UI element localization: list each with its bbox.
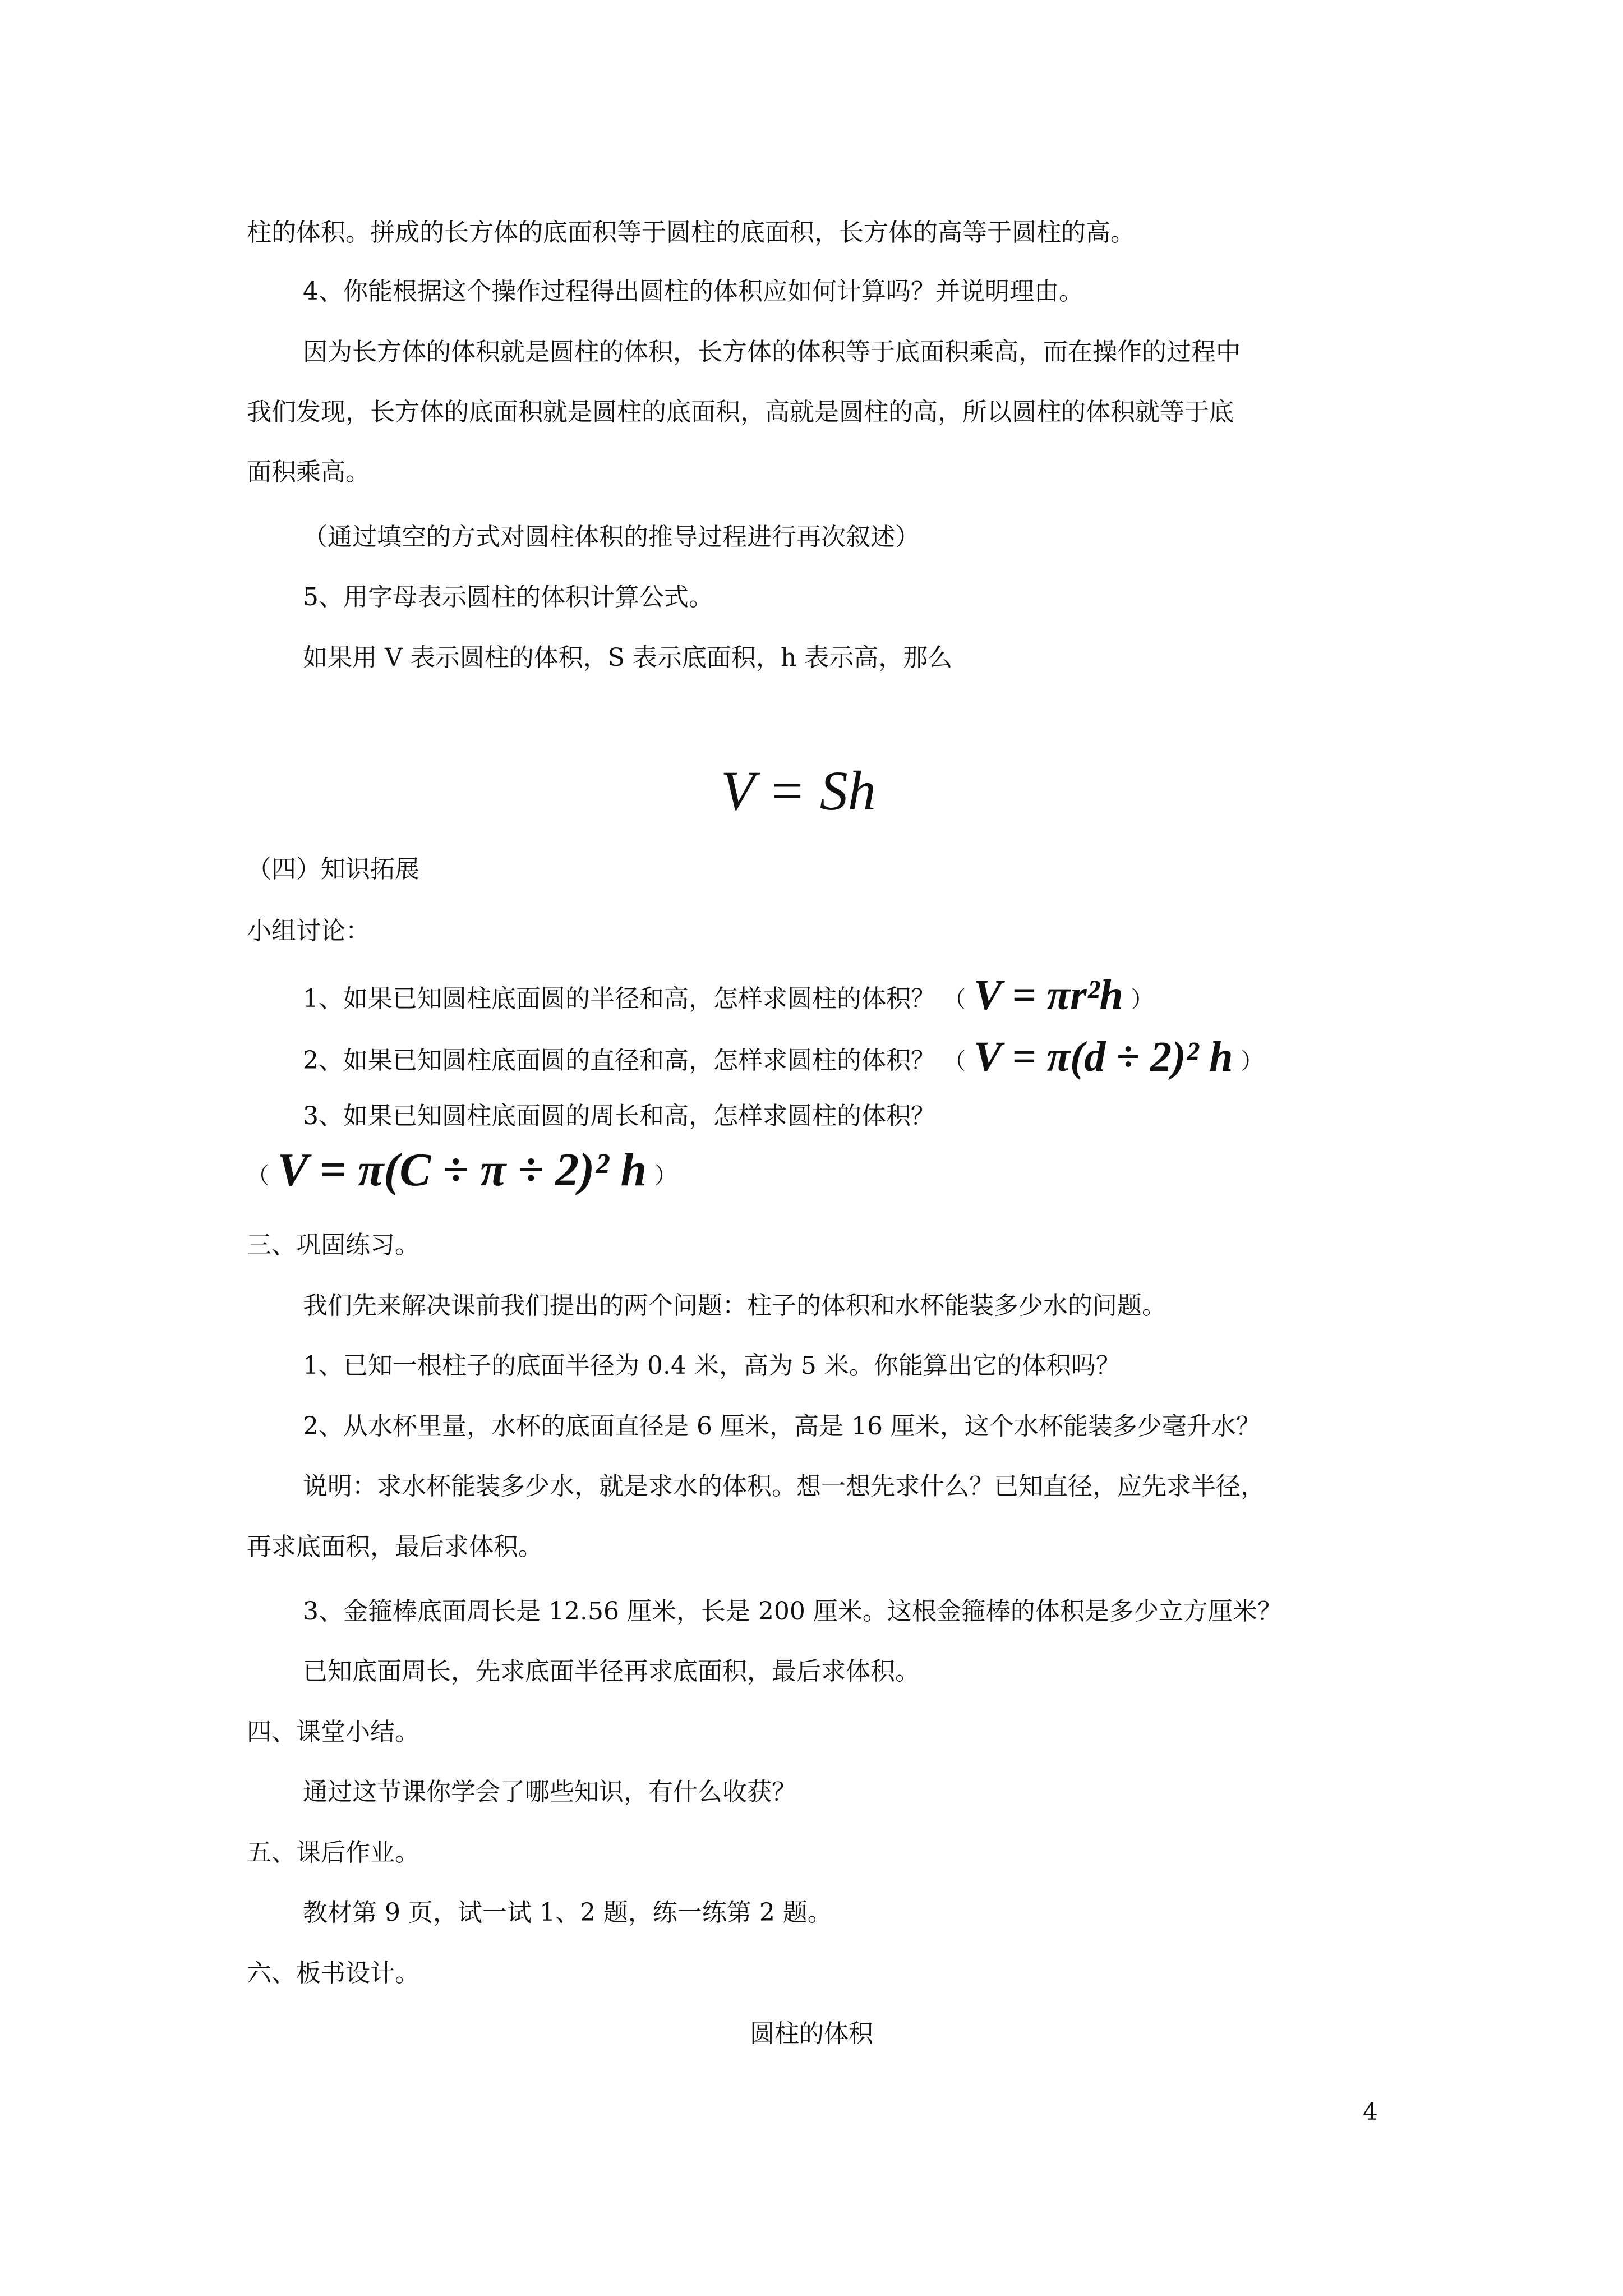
- paren-close: ）: [1131, 987, 1154, 1013]
- section-heading: 四、课堂小结。: [247, 1718, 419, 1746]
- section-heading: 五、课后作业。: [247, 1838, 419, 1867]
- text-line: 再求底面积，最后求体积。: [247, 1533, 543, 1561]
- board-title: 圆柱的体积: [750, 2019, 873, 2048]
- note-line: （通过填空的方式对圆柱体积的推导过程进行再次叙述）: [303, 523, 920, 551]
- text-line: 说明：求水杯能装多少水，就是求水的体积。想一想先求什么？已知直径，应先求半径，: [303, 1472, 1265, 1501]
- formula-circumference: V = π(C ÷ π ÷ 2)² h: [277, 1144, 647, 1196]
- paren-open: （: [943, 987, 966, 1013]
- exercise-2: 2、从水杯里量，水杯的底面直径是 6 厘米，高是 16 厘米，这个水杯能装多少毫升水？: [303, 1412, 1261, 1441]
- text-line: 面积乘高。: [247, 458, 370, 486]
- page-number: 4: [1363, 2098, 1378, 2125]
- item-text: 1、如果已知圆柱底面圆的半径和高，怎样求圆柱的体积？: [303, 984, 935, 1013]
- formula-circumference-line: [247, 1144, 677, 1196]
- paren-close: ）: [654, 1163, 677, 1189]
- formula-radius: V = πr²h: [974, 972, 1123, 1019]
- paren-open: （: [943, 1048, 966, 1074]
- question-5: 5、用字母表示圆柱的体积计算公式。: [303, 583, 713, 611]
- text-line: 教材第 9 页，试一试 1、2 题，练一练第 2 题。: [303, 1898, 832, 1927]
- paren-open: （: [247, 1163, 269, 1189]
- text-line: 我们发现，长方体的底面积就是圆柱的底面积，高就是圆柱的高，所以圆柱的体积就等于底: [247, 398, 1234, 426]
- formula-diameter: V = π(d ÷ 2)² h: [974, 1033, 1233, 1080]
- text-line: 已知底面周长，先求底面半径再求底面积，最后求体积。: [303, 1657, 920, 1686]
- section-heading: （四）知识拓展: [247, 855, 419, 884]
- item-text: 2、如果已知圆柱底面圆的直径和高，怎样求圆柱的体积？: [303, 1046, 935, 1075]
- section-heading: 六、板书设计。: [247, 1959, 419, 1987]
- paren-close: ）: [1241, 1048, 1264, 1074]
- text-line: 如果用 V 表示圆柱的体积，S 表示底面积，h 表示高，那么: [303, 643, 953, 672]
- section-heading: 三、巩固练习。: [247, 1231, 419, 1259]
- exercise-1: 1、已知一根柱子的底面半径为 0.4 米，高为 5 米。你能算出它的体积吗？: [303, 1351, 1121, 1380]
- discussion-item-2: [303, 1033, 1264, 1080]
- volume-formula: V = Sh: [721, 760, 876, 822]
- discussion-item-3: 3、如果已知圆柱底面圆的周长和高，怎样求圆柱的体积？: [303, 1102, 935, 1130]
- text-line: 我们先来解决课前我们提出的两个问题：柱子的体积和水杯能装多少水的问题。: [303, 1291, 1166, 1320]
- text-line: 因为长方体的体积就是圆柱的体积，长方体的体积等于底面积乘高，而在操作的过程中: [303, 338, 1241, 366]
- exercise-3: 3、金箍棒底面周长是 12.56 厘米，长是 200 厘米。这根金箍棒的体积是多少立方厘米？: [303, 1597, 1282, 1626]
- discussion-item-1: [303, 972, 1154, 1019]
- question-4: 4、你能根据这个操作过程得出圆柱的体积应如何计算吗？并说明理由。: [303, 277, 1083, 306]
- text-line: 通过这节课你学会了哪些知识，有什么收获？: [303, 1778, 796, 1806]
- text-line: 柱的体积。拼成的长方体的底面积等于圆柱的底面积，长方体的高等于圆柱的高。: [247, 218, 1135, 247]
- text-line: 小组讨论：: [247, 917, 370, 945]
